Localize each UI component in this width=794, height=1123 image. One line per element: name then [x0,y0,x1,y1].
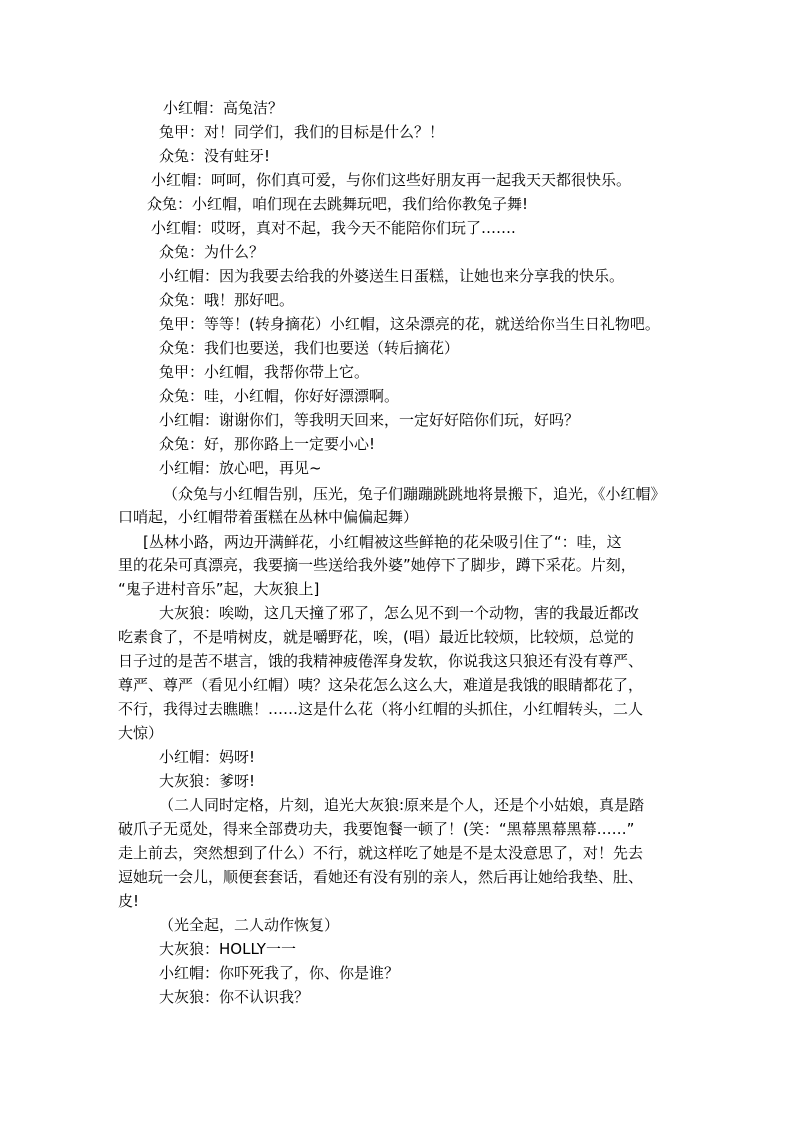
script-line: 众兔：没有蛀牙! [159,147,271,165]
stage-direction: 破爪子无觅处，得来全部费功夫，我要饱餐一顿了！(笑：“黑幕黑幕黑幕……” [118,820,635,838]
script-line: 小红帽：哎呀，真对不起，我今天不能陪你们玩了……. [151,219,516,237]
script-line: 日子过的是苦不堪言，饿的我精神疲倦浑身发软，你说我这只狼还有没有尊严、 [118,652,644,670]
script-line: 尊严、尊严（看见小红帽）咦？这朵花怎么这么大，难道是我饿的眼睛都花了， [118,676,644,694]
script-line: 兔甲：对！同学们，我们的目标是什么？！ [159,123,445,141]
script-line: 众兔：我们也要送，我们也要送（转后摘花） [159,339,460,357]
script-line: 小红帽：因为我要去给我的外婆送生日蛋糕，让她也来分享我的快乐。 [159,267,625,285]
script-line: 众兔：为什么？ [159,243,265,261]
script-line: 大惊） [118,724,164,742]
script-line: 兔甲：等等！(转身摘花）小红帽，这朵漂亮的花，就送给你当生日礼物吧。 [159,315,660,333]
stage-direction: 皮! [118,892,140,910]
stage-direction: （光全起，二人动作恢复） [159,916,340,934]
script-line: 众兔：好，那你路上一定要小心! [159,435,376,453]
stage-direction: 走上前去，突然想到了什么）不行，就这样吃了她是不是太没意思了，对！先去 [118,844,644,862]
script-line: 小红帽：妈呀! [159,748,256,766]
script-line: 不行，我得过去瞧瞧！……这是什么花（将小红帽的头抓住，小红帽转头，二人 [118,700,644,718]
script-line: 吃素食了，不是啃树皮，就是嚼野花，唉，(唱）最近比较烦，比较烦，总觉的 [118,628,634,646]
script-line: 大灰狼：HOLLY一一 [159,940,296,958]
stage-direction: 里的花朵可真漂亮，我要摘一些送给我外婆”她停下了脚步，蹲下采花。片刻， [118,556,636,574]
stage-direction: 逗她玩一会儿，顺便套套话，看她还有没有别的亲人，然后再让她给我垫、肚、 [118,868,644,886]
script-line: 众兔：小红帽，咱们现在去跳舞玩吧，我们给你教兔子舞! [147,195,529,213]
stage-direction: 口哨起，小红帽带着蛋糕在丛林中偏偏起舞） [118,508,419,526]
script-line: 小红帽：呵呵，你们真可爱，与你们这些好朋友再一起我天天都很快乐。 [151,171,632,189]
script-line: 大灰狼：你不认识我？ [159,988,310,1006]
script-line: 大灰狼：爹呀! [159,772,256,790]
script-line: 小红帽：谢谢你们，等我明天回来，一定好好陪你们玩，好吗？ [159,411,580,429]
script-line: 小红帽：你吓死我了，你、你是谁？ [159,964,400,982]
stage-direction: [丛林小路，两边开满鲜花，小红帽被这些鲜艳的花朵吸引住了“：哇，这 [143,533,622,551]
stage-direction: “鬼子进村音乐”起，大灰狼上] [118,580,320,598]
script-line: 小红帽：高兔洁？ [163,99,284,117]
script-line: 小红帽：放心吧，再见~ [159,459,322,477]
script-line: 大灰狼：唉呦，这几天撞了邪了，怎么见不到一个动物，害的我最近都改 [159,604,640,622]
stage-direction: （众兔与小红帽告别，压光，兔子们蹦蹦跳跳地将景搬下，追光，《小红帽》 [163,485,666,503]
script-line: 众兔：哇，小红帽，你好好漂漂啊。 [159,387,400,405]
script-line: 众兔：哦！那好吧。 [159,291,295,309]
stage-direction: （二人同时定格，片刻，追光大灰狼:原来是个人，还是个小姑娘，真是踏 [159,796,645,814]
script-line: 兔甲：小红帽，我帮你带上它。 [159,363,370,381]
